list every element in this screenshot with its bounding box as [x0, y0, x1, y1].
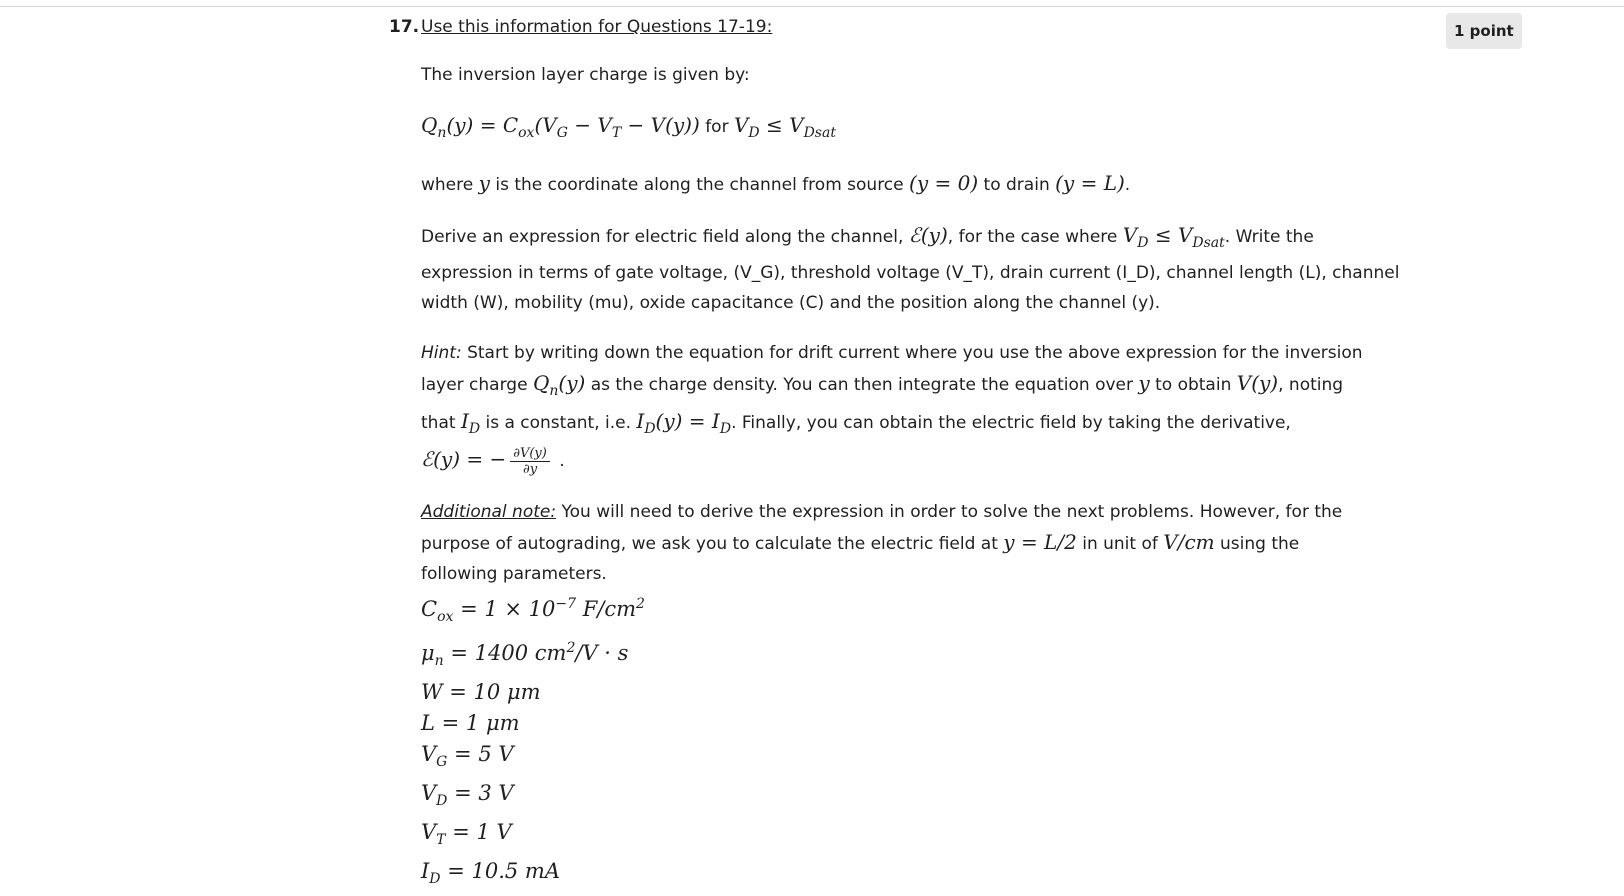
parameter-list — [421, 589, 1381, 896]
where-text-a: where — [421, 175, 474, 195]
intro-text: The inversion layer charge is given by: — [421, 65, 750, 85]
where-text-c: to drain — [983, 175, 1050, 195]
hint-text-f: that — [421, 413, 456, 433]
hint-paragraph: Hint: Start by writing down the equation for drift current where you use the above expression for the inversion layer charge $Q_n(y)$ as the charge density. You can then integrate the equation over y to obtain V(y), noting that $I_D$ is a constant, i.e. $I_D(y) = I_D$. Finally, you can obtain the electric field by taking the derivative, ℰ(y) = − $\frac{\partial V(y)}{\partial y}$ . — [421, 338, 1381, 477]
coordinate-text: where y is the coordinate along the channel from source (y = 0) to drain (y = L). — [421, 171, 1131, 195]
param-length: L = 1 μm — [421, 710, 520, 735]
derive-text-line2: expression in terms of gate voltage, (V_G), threshold voltage (V_T), drain current (I_D), channel length (L), channel — [421, 263, 1400, 283]
param-drain-voltage: $V_D = 3$ V — [421, 781, 514, 810]
derive-paragraph: Derive an expression for electric field along the channel, ℰ(y), for the case where $V_D \le V_{Dsat}$. Write the expression in terms of gate voltage, (V_G), threshold voltage (V_T), drain current (I_D), channel length (L), channel width (W), mobility (mu), oxide capacitance (C) and the position along the channel (y). — [421, 220, 1381, 318]
param-cox: $C_{ox} = 1 \times 10^{-7}$ $F/cm^2$ — [421, 595, 645, 625]
hint-label: Hint: — [421, 343, 462, 363]
question-number: 17. — [389, 17, 420, 37]
derive-text-c: . Write the — [1224, 227, 1314, 247]
param-width: W = 10 μm — [421, 679, 541, 704]
derive-text-line3: width (W), mobility (mu), oxide capacitance (C) and the position along the channel (y). — [421, 293, 1161, 313]
note-text-a: You will need to derive the expression in order to solve the next problems. However, for the — [561, 501, 1343, 522]
derivative-equation: ℰ(y) = − $\frac{\partial V(y)}{\partial y}$ . — [421, 445, 565, 477]
derive-text-a: Derive an expression for electric field along the channel, — [421, 227, 904, 247]
charge-equation: $Q_n(y) = C_{ox}(V_G - V_T - V(y))$ for $V_D \le V_{Dsat}$ — [421, 113, 836, 141]
additional-note-label: Additional note: — [421, 501, 557, 522]
hint-text-b: layer charge — [421, 375, 528, 395]
hint-text-d: to obtain — [1155, 375, 1232, 395]
points-badge: 1 point — [1446, 13, 1522, 49]
note-text-c: in unit of — [1082, 533, 1158, 554]
param-gate-voltage: $V_G = 5$ V — [421, 741, 514, 771]
question-title: Use this information for Questions 17-19: — [421, 17, 773, 37]
hint-text-c: as the charge density. You can then integrate the equation over — [590, 375, 1133, 395]
param-threshold-voltage: $V_T = 1$ V — [421, 820, 512, 849]
additional-note-paragraph: Additional note: You will need to derive the expression in order to solve the next problems. However, for the purpose of autograding, we ask you to calculate the electric field at y = L/2 in unit of V/cm using the following parameters. — [421, 497, 1381, 589]
question-body — [421, 60, 1400, 896]
where-text-b: is the coordinate along the channel from source — [495, 175, 904, 195]
eq-for-label: for — [705, 117, 729, 137]
param-mobility: $\mu_n = 1400$ $cm^2/V \cdot s$ — [421, 639, 629, 669]
hint-text-a: Start by writing down the equation for drift current where you use the above expression for the inversion — [467, 343, 1363, 363]
hint-text-g: is a constant, i.e. — [485, 413, 631, 433]
note-text-d: using the — [1220, 533, 1300, 554]
note-text-b: purpose of autograding, we ask you to calculate the electric field at — [421, 533, 998, 554]
top-divider — [0, 6, 1624, 7]
hint-text-e: , noting — [1278, 375, 1344, 395]
derive-text-b: , for the case where — [947, 227, 1118, 247]
param-drain-current: $I_D = 10.5$ mA — [421, 859, 561, 888]
hint-text-h: . Finally, you can obtain the electric field by taking the derivative, — [731, 413, 1291, 433]
note-text-e: following parameters. — [421, 563, 607, 584]
